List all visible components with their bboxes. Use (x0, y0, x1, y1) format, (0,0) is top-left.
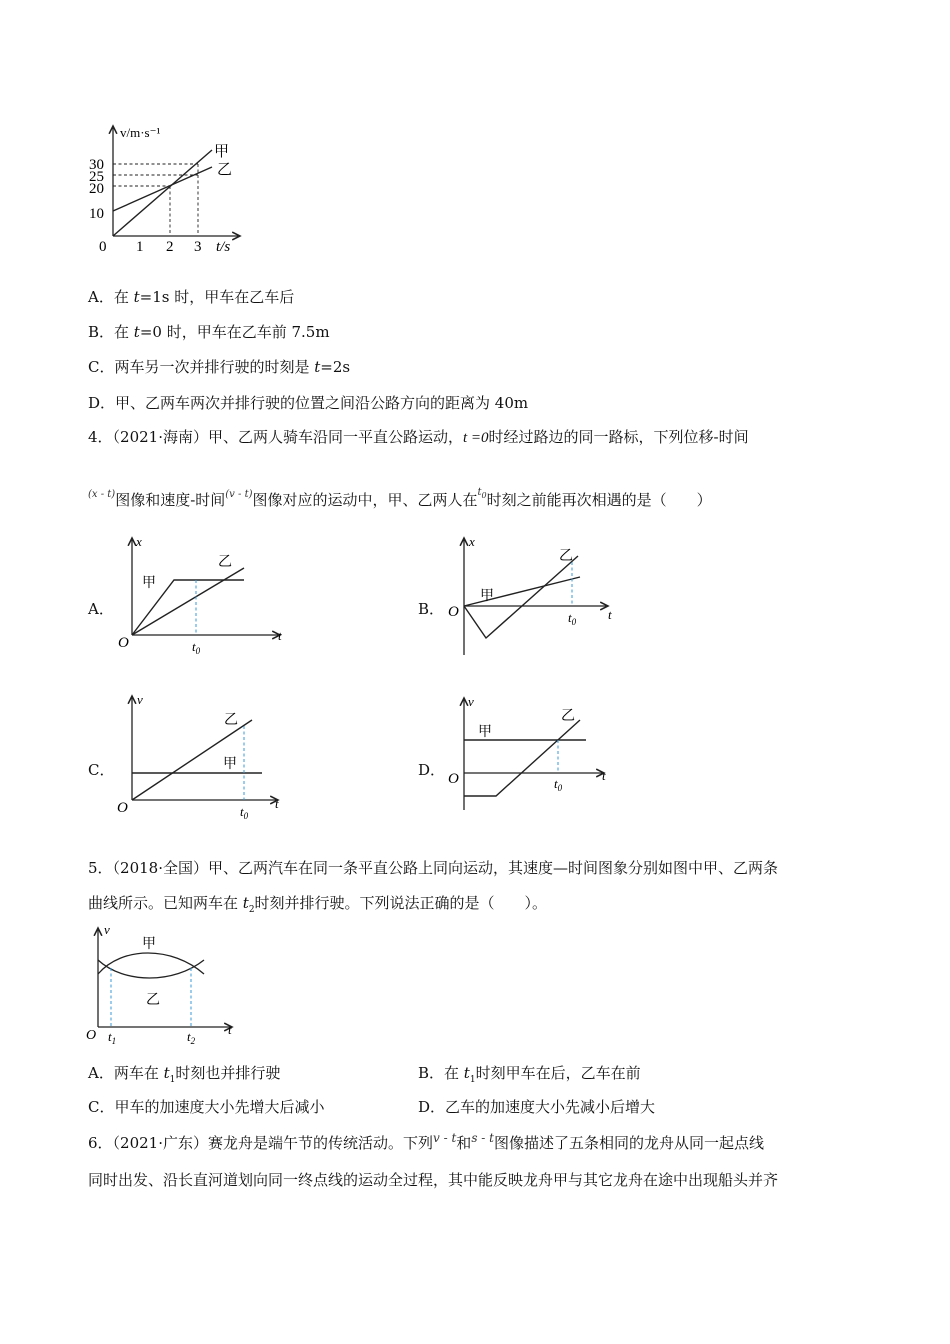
q4-option-d-label[interactable]: D． (418, 761, 446, 779)
svg-text:v: v (468, 694, 474, 709)
svg-text:乙: 乙 (224, 713, 238, 728)
y-tick-20: 20 (89, 181, 104, 197)
q5-option-b[interactable]: B．在 $t_1$时刻甲车在后，乙车在前 (418, 1064, 641, 1085)
label-yi: 乙 (217, 162, 233, 178)
svg-text:t1: $t_1$ (108, 1029, 117, 1046)
svg-text:甲: 甲 (480, 589, 494, 604)
line-jia (113, 150, 212, 236)
svg-text:O: O (117, 800, 128, 816)
q3-option-d[interactable]: D．甲、乙两车两次并排行驶的位置之间沿公路方向的距离为 40m (88, 394, 529, 412)
svg-text:x: x (136, 534, 142, 549)
y-tick-25: 25 (89, 169, 104, 185)
y-tick-30: 30 (89, 157, 104, 173)
q6-stem-line2: 同时出发、沿长直河道划向同一终点线的运动全过程，其中能反映龙舟甲与其它龙舟在途中出现船头并齐 (88, 1171, 779, 1189)
svg-text:O: O (86, 1028, 97, 1043)
x-tick-2: 2 (166, 239, 174, 255)
q3-option-a[interactable]: A．在 t=1s 时，甲车在乙车后 (88, 288, 295, 306)
q4-stem-line1: 4．（2021·海南）甲、乙两人骑车沿同一平直公路运动，t =0时经过路边的同一路标，下列位移-时间 (88, 428, 749, 446)
svg-text:t0: $t_0$ (240, 804, 249, 821)
svg-text:O: O (118, 635, 129, 651)
svg-text:t0: $t_0$ (192, 639, 201, 656)
q6-stem-line1: 6．（2021·广东）赛龙舟是端午节的传统活动。下列$^{v - t}$和$^{s - t}$图像描述了五条相同的龙舟从同一起点线 (88, 1131, 764, 1152)
q5-stem-line2: 曲线所示。已知两车在 $t_2$时刻并排行驶。下列说法正确的是（ ）。 (88, 894, 548, 915)
q4-graph-a[interactable] (112, 530, 302, 660)
svg-text:v: v (104, 922, 110, 937)
svg-text:乙: 乙 (218, 555, 232, 570)
svg-text:t2: $t_2$ (187, 1029, 196, 1046)
label-jia: 甲 (214, 144, 230, 160)
line-yi (113, 167, 212, 211)
x-axis-label: t/s (216, 239, 231, 255)
q5-option-d[interactable]: D．乙车的加速度大小先减小后增大 (418, 1098, 656, 1116)
q4-option-c-label[interactable]: C． (88, 761, 115, 779)
q4-stem-line2: $^{(x - t)}$图像和速度-时间$^{(v - t)}$图像对应的运动中，甲、乙两人在$^{t_0}$时刻之前能再次相遇的是（ ） (88, 487, 712, 509)
svg-text:t: t (602, 768, 606, 783)
svg-text:t: t (608, 607, 612, 622)
y-axis-label: v/m·s⁻¹ (120, 125, 161, 140)
svg-text:x: x (469, 534, 475, 549)
origin-label: 0 (99, 239, 107, 255)
y-tick-10: 10 (89, 206, 104, 222)
q4-graph-b[interactable] (442, 530, 632, 660)
q5-velocity-curves (84, 922, 244, 1052)
x-tick-3: 3 (194, 239, 202, 255)
q4-graph-c[interactable] (112, 688, 302, 823)
svg-text:甲: 甲 (142, 576, 156, 591)
svg-text:乙: 乙 (559, 549, 573, 564)
svg-text:O: O (448, 771, 459, 787)
q5-stem-line1: 5．（2018·全国）甲、乙两汽车在同一条平直公路上同向运动，其速度—时间图象分别如图中甲、乙两条 (88, 859, 778, 877)
svg-text:乙: 乙 (561, 709, 575, 724)
svg-text:t: t (275, 796, 279, 811)
svg-text:t0: $t_0$ (554, 776, 563, 793)
svg-text:t: t (228, 1022, 232, 1037)
q3-option-c[interactable]: C．两车另一次并排行驶的时刻是 t=2s (88, 358, 351, 376)
q5-option-c[interactable]: C．甲车的加速度大小先增大后减小 (88, 1098, 325, 1116)
svg-text:t0: $t_0$ (568, 610, 577, 627)
q4-graph-d[interactable] (442, 690, 632, 820)
q4-option-b-label[interactable]: B． (418, 600, 445, 618)
svg-text:甲: 甲 (478, 725, 492, 740)
svg-text:O: O (448, 604, 459, 620)
svg-text:乙: 乙 (146, 993, 160, 1008)
q3-option-b[interactable]: B．在 t=0 时，甲车在乙车前 7.5m (88, 323, 330, 341)
svg-text:t: t (278, 628, 282, 643)
velocity-time-graph (80, 118, 260, 258)
svg-text:v: v (137, 692, 143, 707)
svg-text:甲: 甲 (142, 937, 156, 952)
svg-text:甲: 甲 (223, 757, 237, 772)
x-tick-1: 1 (136, 239, 144, 255)
q5-option-a[interactable]: A．两车在 $t_1$时刻也并排行驶 (88, 1064, 281, 1085)
q4-option-a-label[interactable]: A． (88, 600, 114, 618)
